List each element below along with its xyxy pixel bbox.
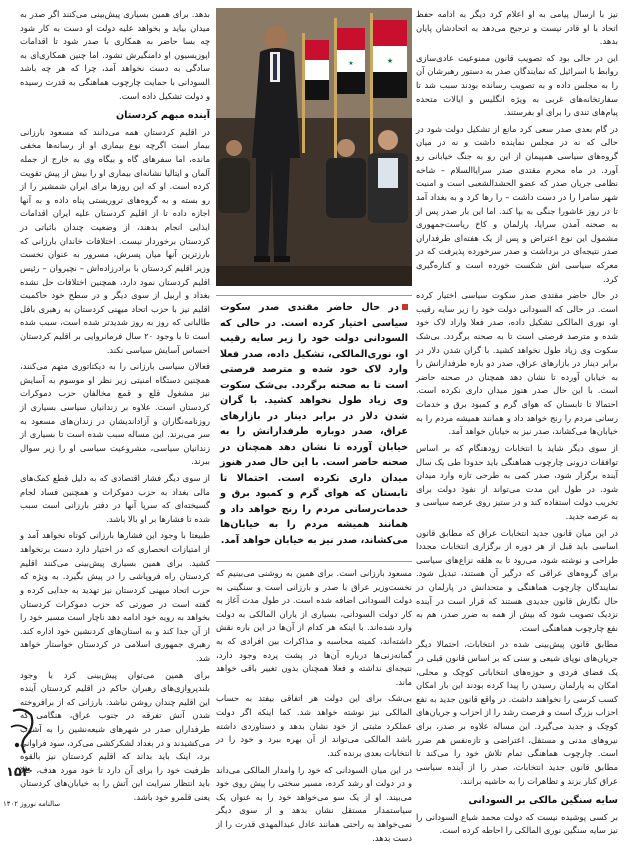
svg-text:★: ★ (386, 57, 394, 65)
middle-column (216, 567, 412, 843)
right-paragraph: در حال حاضر مقتدی صدر سکوت سیاسی اختیار کرده است. در حالی که السودانی دولت خود را زیر سایه رقیب او، نوری المالکی تشکیل داده، صدر فعلا واراد لاک خود شده و مترصد فرصتی است تا به صحنه برگردد. بی‌شک سکوت وی زیاد طول نخواهد کشید. با گران شدن دلار در برابر دینار در بازارهای عراق، صدر دو باره طرفدارانش را به خیابان آورده تا نشان دهد همچنان در صحنه حاضر است. با این حال صدر هنوز میدان داری نکرده است. احتمالا تا تابستان که هوای گرم و کمبود برق و خدمات رسانی مردم را رنج خواهد داد و همانند همیشه مردم را به خیابان‌ها می‌کشاند، صدر نیز به خیابان خواهد آمد. (416, 290, 618, 437)
middle-paragraph: بی‌شک برای این دولت هر اتفاقی بیفتد به حساب المالکی نیز نوشته خواهد شد. کما اینکه اگر دولت عملکرد مثبتی از خود نشان بدهد و دستاوردی داشته باشد المالکی می‌تواند از آن بهره ببرد و خود را در انتخابات بعدی برنده کند. (216, 693, 412, 758)
right-paragraph: از سوی دیگر شاید با انتخابات زودهنگام که بر اساس توافقات درونی چارچوب هماهنگی باید حدودا طی یک سال آینده برگزار شود، صدر کمی به طرحی تازه وارد میدان شود. در طول این مدت می‌تواند از نفوذ دولت برای تخریب دولت استفاده کند و در ستیز روی عرصه سیاسی و به عرصه جدید. (416, 442, 618, 521)
svg-text:★: ★ (348, 60, 354, 67)
middle-paragraph: مسعود بارزانی است. برای همین به روشنی می‌بینیم که نخست‌وزیر عراق با صدر و بارزانی است و سنگینی به دولت السودانی اضافه شده است. در طول مدت آغاز به کار دولت السودانی، بسیاری از یاران المالکی به دولت وارد شده‌اند. با اینکه هر کدام از آن‌ها در این باره نقش داشته‌اند، کمیته محاسبه و مذاکرات بین افرادی که به گمانه‌زنی‌ها درباره آن‌ها در پشت پرده وجود دارد، نتیجه‌ای نداشته و فعلا همچنان بدون تغییر باقی خواهد ماند. (216, 568, 412, 687)
right-paragraph: مطابق قانون پیش‌بینی شده در انتخابات، احتمالا دیگر جریان‌های نوپای شیعی و سنی که بر اساس قانون قبلی در یک فضای فردی و حوزه‌های انتخاباتی کوچک و محلی، امکان به پارلمان رسیدن را پیدا کرده بودند این بار امکان کسب کرسی را نخواهند داشت. در واقع قانون جدید به نفع احزاب بزرگ است و فرصت رشد را از احزاب و جریان‌های کوچک و جدید می‌گیرد. این مساله علاوه بر صدر، برای نیروهای مدنی و مستقل، اعتراضی و تازه‌نفس هم ضرر است. چارچوب هماهنگی تمام تلاش خود را می‌کند تا مطابق قانون جدید انتخابات، صدر را از آینده سیاسی عراق کنار بزند و تظاهرات را به حاشیه برانند. (416, 639, 618, 786)
right-paragraph: بر کسی پوشیده نیست که دولت محمد شیاع السودانی را نیز سایه سنگین نوری المالکی را احاطه کرده است. (416, 811, 618, 836)
page-number: ۱۵۳ (6, 765, 30, 780)
left-paragraph: طبیعتا با وجود این فشارها بارزانی کوتاه نخواهد آمد و از امتیازات انحصاری که در اختیار دارد دست برنخواهد کشید. برای همین بسیاری پیش‌بینی می‌کنند اقلیم کردستان راه فروپاشی را در پیش بگیرد. به ویژه که حزب اتحاد میهنی کردستان نیز تهدید به جدایی کرده و گفته است در صورتی که حزب دموکرات کردستان بخواهد به رویه خود ادامه دهد ناچار است مسیر خود را از آن جدا کند و به استان‌های کردنشین خود اداره کند. رهبری جمهوری اسلامی در کردستان خواستار خواهد شد. (20, 530, 210, 663)
section-heading: سایه سنگین مالکی بر السودانی (468, 795, 618, 807)
issue-label: سالنامه نوروز ۱۴۰۲ (3, 800, 61, 808)
news-photo (216, 8, 412, 286)
middle-paragraph: در این میان السودانی که خود را وامدار المالکی می‌داند و در دولت او رشد کرده، مسیر سختی را پیش روی خود می‌بیند. او از یک سو می‌خواهد خود را به عنوان یک سیاستمدار مستقل نشان بدهد و از سوی دیگر نمی‌خواهد به راحتی همانند عادل عبدالمهدی قدرت را از دست بدهد. (216, 764, 412, 843)
right-paragraph: در گام بعدی صدر سعی کرد مانع از تشکیل دولت شود در حالی که نه در مجلس نماینده داشت و نه در میان گروه‌های سیاسی همپیمان از این رو به جنگ خیابانی رو آورد. در ماه محرم مقتدی صدر سرایاالسلام – شاخه نظامی جریان صدر که عضو الحشدالشعبی است و امنیت شهر سامرا را در دست داشت – را رها کرد و به بغداد آمد تا در روز عاشورا جنگی به بپا کند. اما این بار صدر پس از به صحنه آمدن سرایا، پارلمان و کاخ ریاست‌جمهوری مشمول این نوع اعتراض و پس از یک هفته‌ای طرفداران صدر نتیجه‌ای در برداشت و صدر سرخورده پذیرفت که در معرکه سیاسی اش شکست خورده است و کناره‌گیری کرد. (416, 123, 618, 284)
left-paragraph: فعالان سیاسی بارزانی را به دیکتاتوری متهم می‌کنند، همچنین دستگاه امنیتی زیر نظر او موسوم به آسایش نیز مشغول قلع و قمع مخالفان حزب دموکرات کردستان است. علاوه بر زندانیان سیاسی بسیاری از روزنامه‌نگاران و آزاداندیشان در زندان‌های مسعود به سر می‌برند. این مساله سبب شده است تا بسیاری از زندانیان سیاسی، مشروعیت سیاسی او را زیر سوال ببرند. (20, 361, 210, 467)
left-paragraph: بدهد. برای همین بسیاری پیش‌بینی می‌کنند اگر صدر به میدان بیاید و بخواهد علیه دولت او دست به کار شود چه بسا حاضر به همکاری با صدر شود تا اقدامات اپوزیسیون او دامنگیرش نشود. اما چنین همکاری‌ای به سادگی به دست نخواهد آمد، چرا که هر چه باشد السودانی با حمایت چارچوب هماهنگی به قدرت رسیده و دولت تشکیل داده است. (20, 9, 210, 101)
pull-quote (216, 295, 412, 562)
folio (4, 700, 44, 812)
bullet-icon (402, 304, 408, 310)
right-column (416, 8, 618, 836)
left-column (20, 8, 210, 813)
pull-quote-text: در حال حاضر مقتدی صدر سکوت سیاسی اختیار کرده است. در حالی که السودانی دولت خود را زیر سایه رقیب او، نوری‌المالکی، تشکیل داده، صدر فعلا وارد لاک خود شده و مترصد فرصتی است تا به صحنه برگردد. بی‌شک سکوت وی زیاد طول نخواهد کشید. با گران شدن دلار در برابر دینار در بازارهای عراق، صدر دوباره طرفدارانش را به خیابان آورده تا نشان دهد همچنان در صحنه حاضر است. با این حال صدر هنوز میدان داری نکرده است. احتمالا تا تابستان که هوای گرم و کمبود برق و خدمات‌رسانی مردم را رنج خواهد داد و همانند همیشه مردم را به خیابان‌ها می‌کشاند، صدر نیز به خیابان خواهد آمد. (220, 302, 408, 546)
left-paragraph: از سوی دیگر فشار اقتصادی که به دلیل قطع کمک‌های مالی بغداد به حزب دموکرات و همچنین فساد لجام گسیخته‌ای که سرپا آنها در دفتر بارزانی است سبب شده تا فشارها بر او بالا باشد. (20, 473, 210, 524)
right-paragraph: نیز با ارسال پیامی به او اعلام کرد دیگر به ادامه حفظ اتحاد با او قادر نیست و ترجیح می‌دهد به اتحادشان پایان بدهد. (416, 9, 618, 47)
magazine-logo (5, 705, 39, 759)
right-paragraph: این در حالی بود که تصویب قانون ممنوعیت عادی‌سازی روابط با اسرائیل که نمایندگان صدر به دستور رهبرشان آن را به مجلس داده و به تصویب رسانده بودند سبب شد تا سفارتخانه‌های غربی به ویژه انگلیس و ایالات متحده پیام‌های تندی را برای او بفرستند. (416, 52, 618, 118)
left-paragraph: برای همین می‌توان پیش‌بینی کرد با وجود بلندپروازی‌های رهبران حاکم در اقلیم کردستان آینده این اقلیم چندان روشن نباشد. بارزانی که از برافروخته شدن آتش تفرقه در جنوب عراق، هنگامی که طرفداران صدر در شهرهای شیعه‌نشین را به آشوب می‌کشیدند و در بغداد لشکرکشی می‌کرد، سود فراوانی برد، اینک باید بداند که اقلیم کردستان نیز بالقوه ظرفیت خود را برای آن دارد تا خود مورد هدف، حالا باید انتظار سرایت این آتش را به خیابان‌های کردستان یعنی قلمرو خود باشد. (20, 669, 210, 803)
left-paragraph: در اقلیم کردستان همه می‌دانند که مسعود بارزانی بیمار است اگرچه نوع بیماری او از رسانه‌ها مخفی مانده، اما سفرهای گاه و بیگاه وی به خارج از جمله آلمان و ایتالیا نشانه‌ای بیماری او را بیش از پیش تقویت کرده است. او که این روزها برای ایران شمشیر را از رو بسته و به گروه‌های تروریستی پناه داده و به آنها اجازه داده تا از اقلیم کردستان علیه ایران اقدامات ایذایی انجام بدهند، از وضعیت چندان باثباتی در کردستان برخوردار نیست. اختلافات خاندان بارزانی که بارزترین آنها میان پسرش، مسرور به عنوان نخست وزیر اقلیم کردستان با برادرزاده‌اش – نچیروان – رئیس اقلیم کردستان نمود دارد، همچنین اختلافات حل نشده بغداد و اربیل از سوی دیگر و در سطح خود حاکمیت اقلیم نیز با حزب اتحاد میهنی کردستان به رهبری بافل طالبانی که روز به روز شدیدتر شده است، سبب شده است تا با وجود ۲۰ سال فرمانروایی بر اقلیم کردستان احساس آسایش سیاسی نکند. (20, 126, 210, 355)
right-paragraph: در این میان قانون جدید انتخابات عراق که مطابق قانون اساسی باید قبل از هر دوره از برگزاری انتخابات مجددا طراحی و نوشته شود، می‌رود تا به هلقه نزاع‌های سیاسی برای گروه‌های عراقی که درگیر آن هستند، تبدیل شود. نمایندگان چارچوب هماهنگی و متحدانش در پارلمان در حال نگارش قانون جدیدی هستند که قرار است در آینده نزدیک تصویب شود که بیش از همه به ضرر صدر، هم به نفع چارچوب هماهنگی است. (416, 527, 618, 633)
section-heading: آینده مبهم کردستان (115, 110, 210, 122)
